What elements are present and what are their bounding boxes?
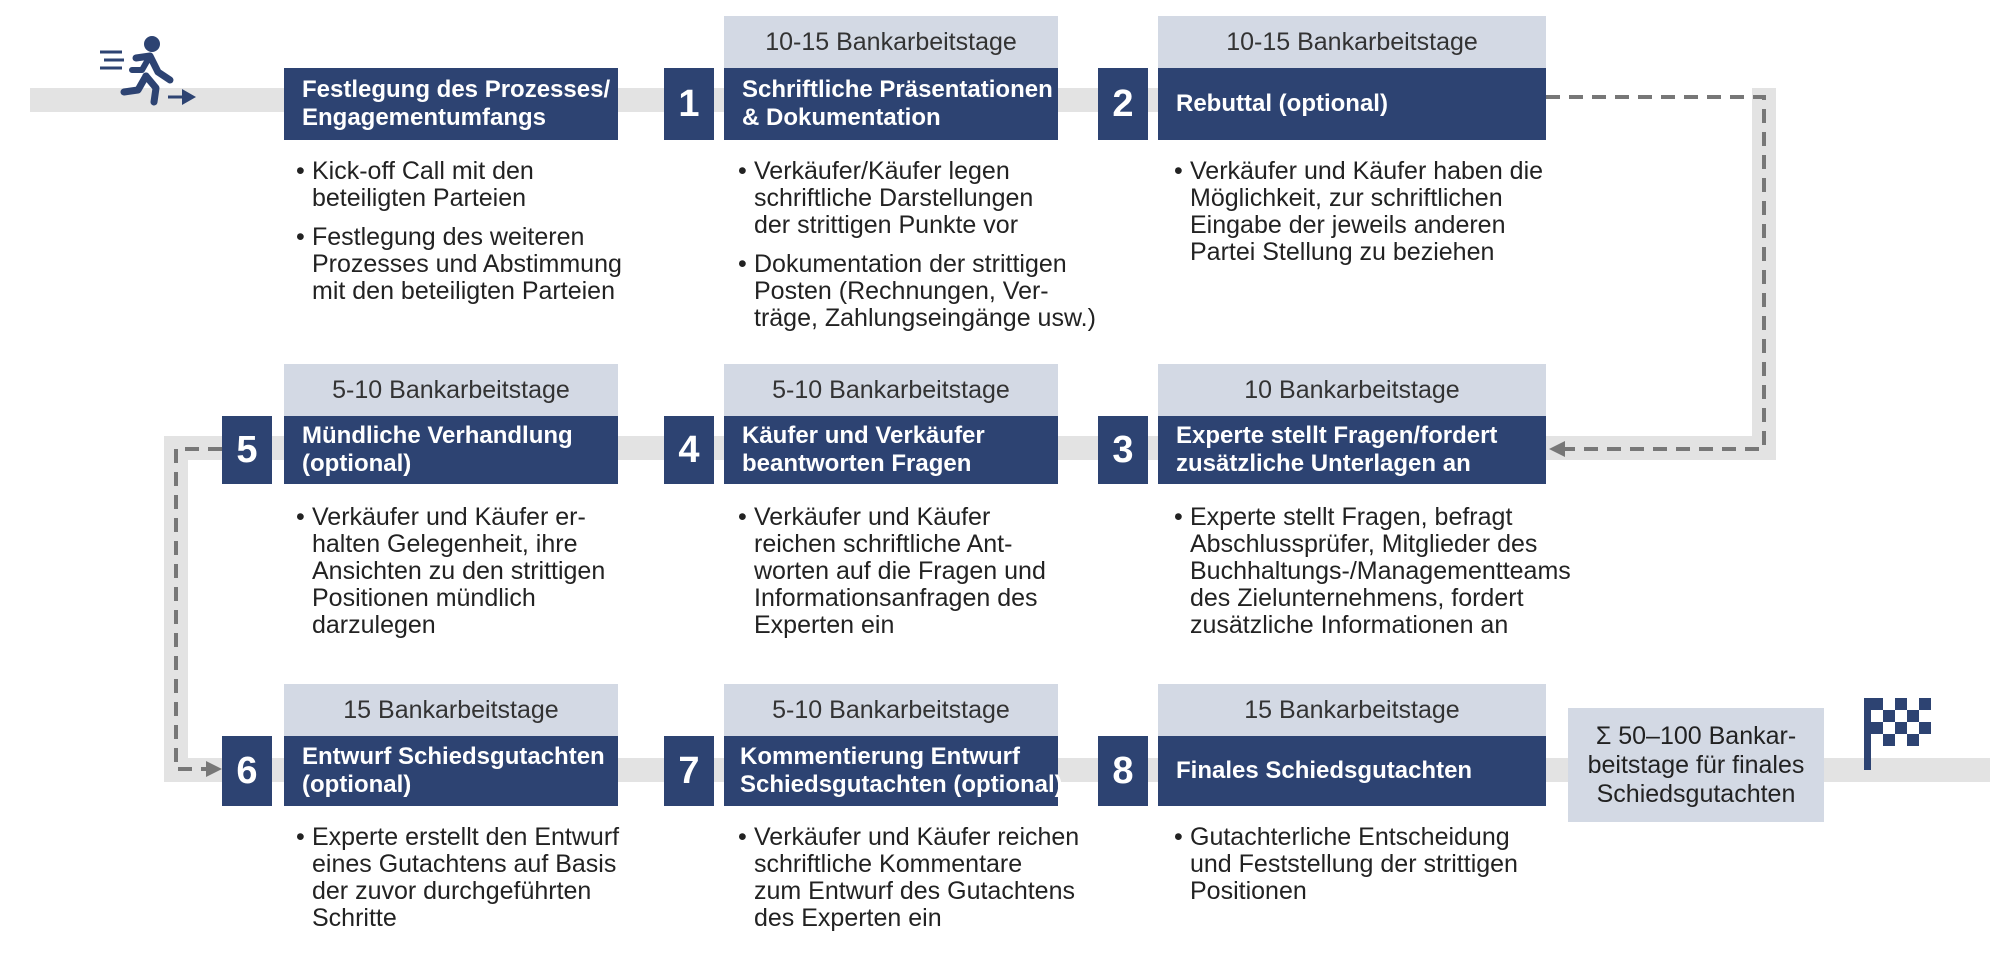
bullet-line: der zuvor durchgeführten (312, 877, 592, 905)
dashed-arrow-5-to-6-icon (176, 449, 222, 777)
bullet-line: • Experte erstellt den Entwurf (312, 823, 620, 851)
step-1-number: 1 (664, 68, 714, 140)
step-7-number: 7 (664, 736, 714, 806)
step-7-duration: 5-10 Bankarbeitstage (724, 684, 1058, 736)
step-4-number: 4 (664, 416, 714, 484)
step-6-title-line: Entwurf Schiedsgutachten (302, 743, 605, 770)
bullet-line: mit den beteiligten Parteien (312, 277, 615, 305)
bullet-item (296, 158, 626, 212)
step-1-title-line: Schriftliche Präsentationen (742, 76, 1053, 103)
bullet-item (738, 504, 1078, 639)
step-5-duration: 5-10 Bankarbeitstage (284, 364, 618, 416)
step-4-duration: 5-10 Bankarbeitstage (724, 364, 1058, 416)
step-5-title (284, 416, 618, 484)
bullet-line: halten Gelegenheit, ihre (312, 530, 578, 558)
bullet-line: • Experte stellt Fragen, befragt (1190, 503, 1513, 531)
step-3-title (1158, 416, 1546, 484)
bullet-line: Prozesses und Abstimmung (312, 250, 622, 278)
bullet-line: • Verkäufer und Käufer (754, 503, 991, 531)
step-6-description (296, 824, 636, 944)
step-8-title-line: Finales Schiedsgutachten (1176, 757, 1473, 784)
step-3-duration: 10 Bankarbeitstage (1158, 364, 1546, 416)
bullet-item (296, 824, 636, 932)
bullet-line: der strittigen Punkte vor (754, 211, 1019, 239)
step-6-title-line: (optional) (302, 771, 412, 798)
dashed-arrow-2-to-3-icon (1546, 97, 1764, 457)
step-5-number: 5 (222, 416, 272, 484)
bullet-line: Eingabe der jeweils anderen (1190, 211, 1506, 239)
bullet-line: • Festlegung des weiteren (312, 223, 585, 251)
bullet-line: • Verkäufer und Käufer reichen (754, 823, 1080, 851)
step-1-title (724, 68, 1058, 140)
step-7-title-line: Kommentierung Entwurf (740, 743, 1020, 770)
summary-line: beitstage für finales (1587, 750, 1805, 779)
bullet-line: Posten (Rechnungen, Ver- (754, 277, 1049, 305)
bullet-line: Positionen (1190, 877, 1307, 905)
bullet-line: worten auf die Fragen und (754, 557, 1046, 585)
bullet-line: Informationsanfragen des (754, 584, 1038, 612)
step-7-title-line: Schiedsgutachten (optional) (740, 771, 1063, 798)
bullet-line: • Verkäufer und Käufer er- (312, 503, 586, 531)
start-arrow-icon (168, 89, 196, 105)
bullet-line: schriftliche Darstellungen (754, 184, 1034, 212)
bullet-line: darzulegen (312, 611, 436, 639)
bullet-item (1174, 504, 1594, 639)
step-0-title-line: Engagementumfangs (302, 104, 547, 131)
bullet-item (738, 824, 1098, 932)
bullet-line: Ansichten zu den strittigen (312, 557, 606, 585)
bullet-line: und Feststellung der strittigen (1190, 850, 1518, 878)
bullet-line: • Verkäufer und Käufer haben die (1190, 157, 1544, 185)
bullet-line: des Experten ein (754, 904, 942, 932)
step-7-title (724, 736, 1063, 806)
bullet-line: Abschlussprüfer, Mitglieder des (1190, 530, 1538, 558)
step-4-title (724, 416, 1058, 484)
step-0-description (296, 158, 626, 317)
step-8-description (1174, 824, 1554, 917)
summary-line: Σ 50–100 Bankar- (1595, 721, 1797, 750)
step-2-number: 2 (1098, 68, 1148, 140)
bullet-line: Möglichkeit, zur schriftlichen (1190, 184, 1503, 212)
step-8-title (1158, 736, 1546, 806)
bullet-line: • Gutachterliche Entscheidung (1190, 823, 1510, 851)
step-8-number: 8 (1098, 736, 1148, 806)
step-1-description (738, 158, 1098, 344)
step-3-title-line: Experte stellt Fragen/fordert (1176, 422, 1498, 449)
bullet-line: schriftliche Kommentare (754, 850, 1023, 878)
bullet-line: • Verkäufer/Käufer legen (754, 157, 1010, 185)
step-6-number: 6 (222, 736, 272, 806)
bullet-line: Partei Stellung zu beziehen (1190, 238, 1495, 266)
bullet-item (296, 504, 626, 639)
bullet-line: des Zielunternehmens, fordert (1190, 584, 1524, 612)
step-5-title-line: Mündliche Verhandlung (302, 422, 573, 449)
step-2-title-line: Rebuttal (optional) (1176, 90, 1388, 117)
step-8-duration: 15 Bankarbeitstage (1158, 684, 1546, 736)
bullet-line: • Kick-off Call mit den (312, 157, 534, 185)
bullet-item (738, 158, 1098, 239)
summary-line: Schiedsgutachten (1596, 779, 1796, 808)
bullet-line: eines Gutachtens auf Basis (312, 850, 617, 878)
bullet-item (738, 251, 1098, 332)
bullet-item (296, 224, 626, 305)
step-3-description (1174, 504, 1594, 651)
step-3-title-line: zusätzliche Unterlagen an (1176, 450, 1471, 477)
step-1-title-line: & Dokumentation (742, 104, 941, 131)
bullet-item (1174, 158, 1554, 266)
step-4-title-line: Käufer und Verkäufer (742, 422, 985, 449)
step-4-title-line: beantworten Fragen (742, 450, 972, 477)
bullet-line: Buchhaltungs-/Managementteams (1190, 557, 1571, 585)
bullet-line: zum Entwurf des Gutachtens (754, 877, 1075, 905)
bullet-line: Positionen mündlich (312, 584, 536, 612)
step-2-duration: 10-15 Bankarbeitstage (1158, 16, 1546, 68)
bullet-item (1174, 824, 1554, 905)
step-5-title-line: (optional) (302, 450, 412, 477)
bullet-line: träge, Zahlungseingänge usw.) (754, 304, 1096, 332)
bullet-line: beteiligten Parteien (312, 184, 527, 212)
bullet-line: • Dokumentation der strittigen (754, 250, 1067, 278)
step-1-duration: 10-15 Bankarbeitstage (724, 16, 1058, 68)
step-4-description (738, 504, 1078, 651)
total-duration-summary (1568, 708, 1824, 822)
bullet-line: Experten ein (754, 611, 895, 639)
step-7-description (738, 824, 1098, 944)
bullet-line: reichen schriftliche Ant- (754, 530, 1013, 558)
step-5-description (296, 504, 626, 651)
step-6-duration: 15 Bankarbeitstage (284, 684, 618, 736)
step-0-title (284, 68, 618, 140)
bullet-line: zusätzliche Informationen an (1190, 611, 1509, 639)
step-2-title (1158, 68, 1546, 140)
step-0-title-line: Festlegung des Prozesses/ (302, 76, 611, 103)
step-6-title (284, 736, 618, 806)
checkered-flag-icon (1864, 698, 1931, 770)
step-2-description (1174, 158, 1554, 278)
step-3-number: 3 (1098, 416, 1148, 484)
running-person-icon (100, 36, 170, 102)
bullet-line: Schritte (312, 904, 397, 932)
